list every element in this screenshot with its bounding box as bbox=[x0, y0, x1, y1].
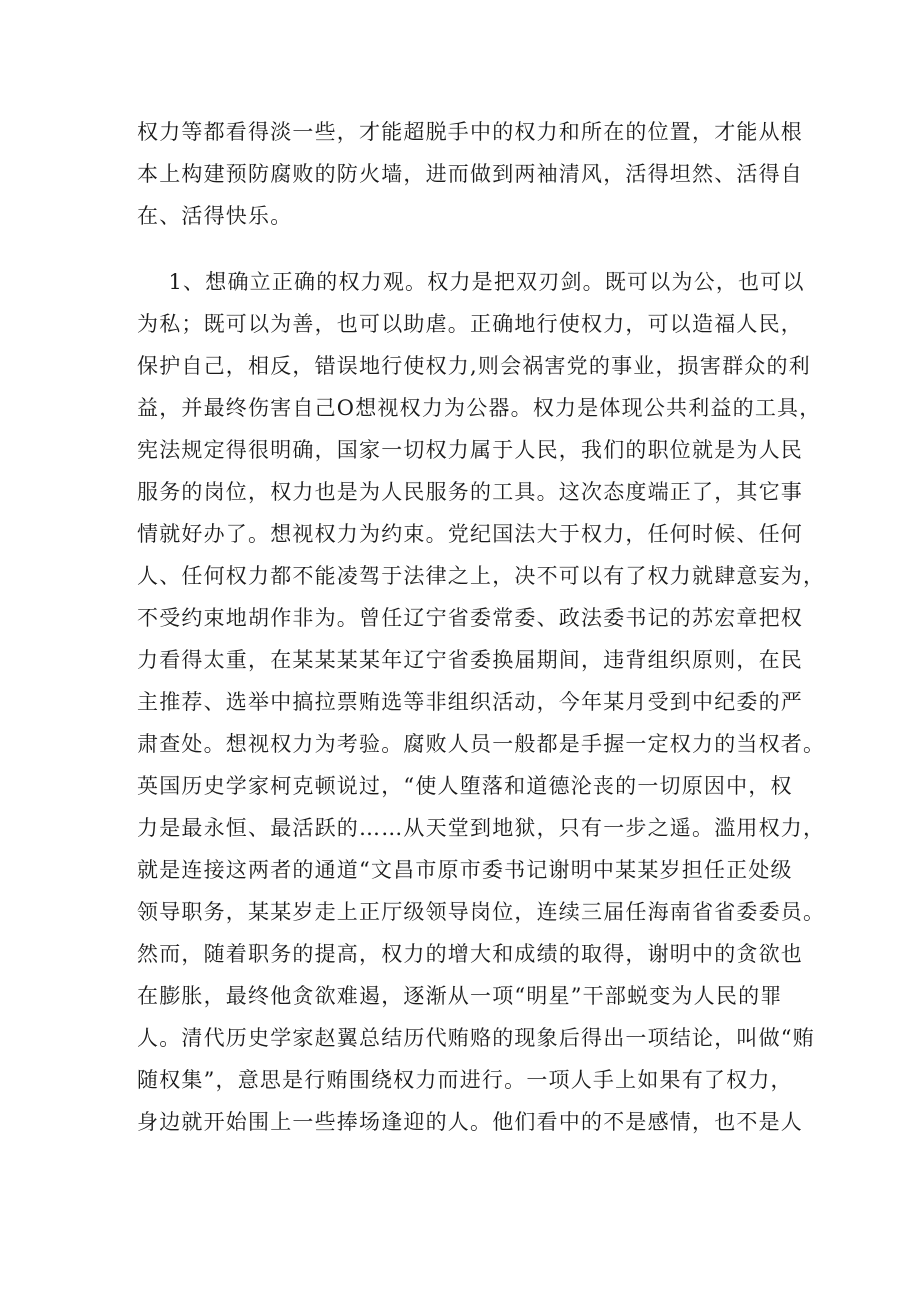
text-line: 宪法规定得很明确，国家一切权力属于人民，我们的职位就是为人民 bbox=[137, 438, 803, 462]
text-line: 人、任何权力都不能凌驾于法律之上，决不可以有了权力就肆意妄为， bbox=[137, 564, 826, 588]
paragraph-2 bbox=[137, 261, 826, 1143]
text-line: 保护自己，相反，错误地行使权力,则会祸害党的事业，损害群众的利 bbox=[137, 354, 811, 378]
text-line: 权力等都看得淡一些，才能超脱手中的权力和所在的位置，才能从根 bbox=[137, 120, 803, 144]
text-line: 然而，随着职务的提高，权力的增大和成绩的取得，谢明中的贪欲也 bbox=[137, 942, 803, 966]
text-line: 情就好办了。想视权力为约束。党纪国法大于权力，任何时候、任何 bbox=[137, 522, 803, 546]
text-line: 随权集”，意思是行贿围绕权力而进行。一项人手上如果有了权力， bbox=[137, 1068, 793, 1092]
text-line: 在、活得快乐。 bbox=[137, 204, 293, 228]
text-line: 人。清代历史学家赵翼总结历代贿赂的现象后得出一项结论，叫做“贿 bbox=[137, 1026, 815, 1050]
text-line: 力是最永恒、最活跃的……从天堂到地狱，只有一步之遥。滥用权力， bbox=[137, 816, 826, 840]
text-line: 领导职务，某某岁走上正厅级领导岗位，连续三届任海南省省委委员。 bbox=[137, 900, 826, 924]
text-line: 就是连接这两者的通道“文昌市原市委书记谢明中某某岁担任正处级 bbox=[137, 858, 793, 882]
paragraph-1 bbox=[137, 111, 803, 237]
text-line: 不受约束地胡作非为。曾任辽宁省委常委、政法委书记的苏宏章把权 bbox=[137, 606, 803, 630]
text-line: 服务的岗位，权力也是为人民服务的工具。这次态度端正了，其它事 bbox=[137, 480, 803, 504]
text-line: 肃查处。想视权力为考验。腐败人员一般都是手握一定权力的当权者。 bbox=[137, 732, 826, 756]
text-line: 身边就开始围上一些捧场逢迎的人。他们看中的不是感情，也不是人 bbox=[137, 1110, 803, 1134]
text-line: 主推荐、选举中搞拉票贿选等非组织活动，今年某月受到中纪委的严 bbox=[137, 690, 803, 714]
text-line: 在膨胀，最终他贪欲难遏，逐渐从一项“明星”干部蜕变为人民的罪 bbox=[137, 984, 783, 1008]
text-line: 英国历史学家柯克顿说过，“使人堕落和道德沦丧的一切原因中，权 bbox=[137, 774, 793, 798]
text-line: 本上构建预防腐败的防火墙，进而做到两袖清风，活得坦然、活得自 bbox=[137, 162, 803, 186]
text-line: 益，并最终伤害自己O想视权力为公器。权力是体现公共利益的工具， bbox=[137, 396, 822, 420]
text-line: 为私；既可以为善，也可以助虐。正确地行使权力，可以造福人民， bbox=[137, 312, 803, 336]
text-line: 力看得太重，在某某某某年辽宁省委换届期间，违背组织原则，在民 bbox=[137, 648, 803, 672]
text-line: 1、想确立正确的权力观。权力是把双刃剑。既可以为公，也可以 bbox=[137, 270, 805, 294]
